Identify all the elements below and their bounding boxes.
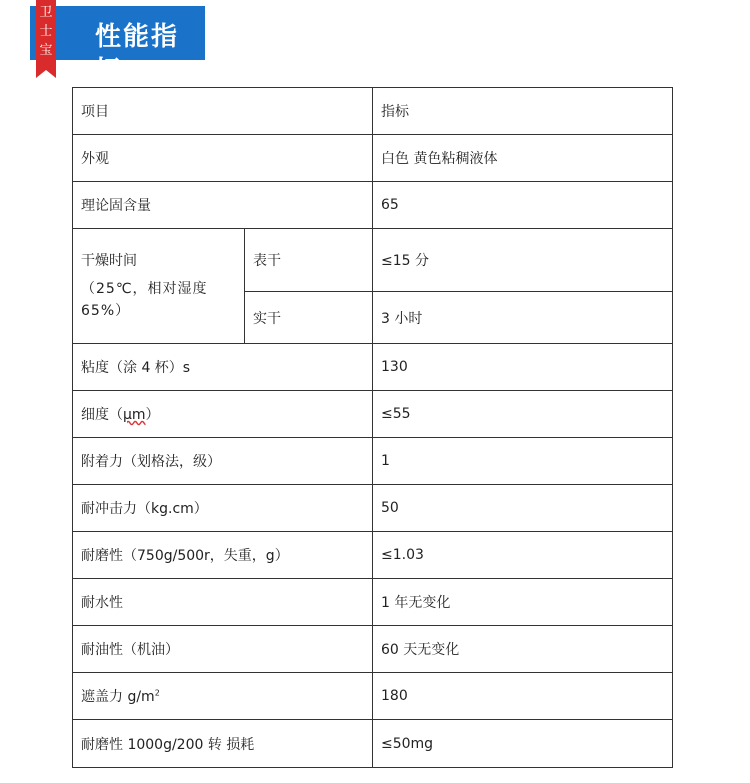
- row-label: 附着力（划格法，级）: [73, 438, 373, 485]
- table-row: [73, 135, 673, 182]
- table-row: [73, 673, 673, 720]
- header-banner: [30, 6, 205, 86]
- drying-time-cell: [73, 229, 245, 344]
- row-label: 理论固含量: [73, 182, 373, 229]
- table-row: [73, 229, 673, 292]
- row-value: ≤55: [373, 391, 673, 438]
- table-row: [73, 626, 673, 673]
- row-value: 65: [373, 182, 673, 229]
- table-row: [73, 720, 673, 768]
- row-value: 60 天无变化: [373, 626, 673, 673]
- label-text: 遮盖力 g/m: [81, 689, 155, 705]
- brand-ribbon: [36, 0, 56, 70]
- page-title: 性能指标: [95, 22, 180, 86]
- label-unit: μm: [123, 407, 146, 423]
- row-value: 130: [373, 344, 673, 391]
- header-item: 项目: [73, 88, 373, 135]
- table-row: [73, 438, 673, 485]
- row-label: 耐冲击力（kg.cm）: [73, 485, 373, 532]
- row-label: 耐水性: [73, 579, 373, 626]
- sub-label: 实干: [245, 292, 373, 344]
- label-prefix: 细度（: [81, 407, 123, 423]
- row-label: 粘度（涂 4 杯）s: [73, 344, 373, 391]
- row-label: 耐磨性 1000g/200 转 损耗: [73, 720, 373, 768]
- brand-ribbon-text: [36, 3, 56, 60]
- row-value: 50: [373, 485, 673, 532]
- spec-table: [72, 87, 673, 768]
- row-value: ≤50mg: [373, 720, 673, 768]
- header-spec: 指标: [373, 88, 673, 135]
- brand-char: 宝: [39, 43, 53, 58]
- row-label: [73, 391, 373, 438]
- row-value: ≤1.03: [373, 532, 673, 579]
- row-label: 外观: [73, 135, 373, 182]
- row-value: ≤15 分: [373, 229, 673, 292]
- row-value: 1 年无变化: [373, 579, 673, 626]
- table-row: [73, 579, 673, 626]
- row-value: 180: [373, 673, 673, 720]
- row-label: [73, 673, 373, 720]
- row-value: 1: [373, 438, 673, 485]
- table-row: [73, 182, 673, 229]
- row-value: 白色 黄色粘稠液体: [373, 135, 673, 182]
- drying-condition: （25℃，相对湿度65%）: [81, 281, 208, 319]
- table-header-row: [73, 88, 673, 135]
- sub-label: 表干: [245, 229, 373, 292]
- label-suffix: ）: [145, 407, 160, 423]
- row-value: 3 小时: [373, 292, 673, 344]
- table-row: [73, 532, 673, 579]
- table-row: [73, 485, 673, 532]
- table-row: [73, 391, 673, 438]
- label-superscript: 2: [154, 688, 160, 698]
- brand-char: 卫: [39, 5, 53, 20]
- brand-char: 士: [39, 24, 53, 39]
- row-label: 耐磨性（750g/500r，失重，g）: [73, 532, 373, 579]
- row-label: 干燥时间: [81, 253, 137, 269]
- table-row: [73, 344, 673, 391]
- row-label: 耐油性（机油）: [73, 626, 373, 673]
